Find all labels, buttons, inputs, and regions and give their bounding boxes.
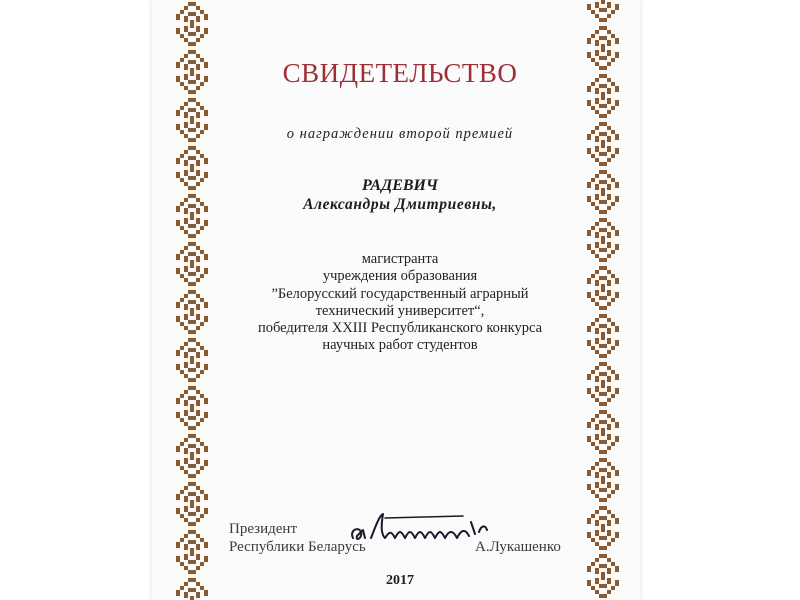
recipient-surname: РАДЕВИЧ bbox=[362, 177, 438, 194]
signatory-name: А.Лукашенко bbox=[475, 539, 561, 555]
body-line: ”Белорусский государственный аграрный bbox=[271, 285, 529, 302]
certificate-body bbox=[200, 251, 600, 355]
signatory-title-line1: Президент bbox=[229, 521, 297, 537]
recipient-given-name: Александры Дмитриевны, bbox=[303, 196, 497, 213]
body-line: технический университет“, bbox=[315, 302, 485, 319]
handwritten-signature bbox=[345, 508, 495, 548]
signatory-title-line2: Республики Беларусь bbox=[229, 539, 366, 555]
certificate-title: СВИДЕТЕЛЬСТВО bbox=[282, 58, 518, 88]
body-line: учреждения образования bbox=[322, 268, 478, 285]
body-line: научных работ студентов bbox=[322, 337, 478, 354]
body-line: победителя XXIII Республиканского конкурса bbox=[257, 320, 543, 337]
body-line: магистранта bbox=[361, 251, 439, 267]
award-subtitle: о награждении второй премией bbox=[286, 126, 514, 142]
certificate-year: 2017 bbox=[386, 573, 414, 588]
